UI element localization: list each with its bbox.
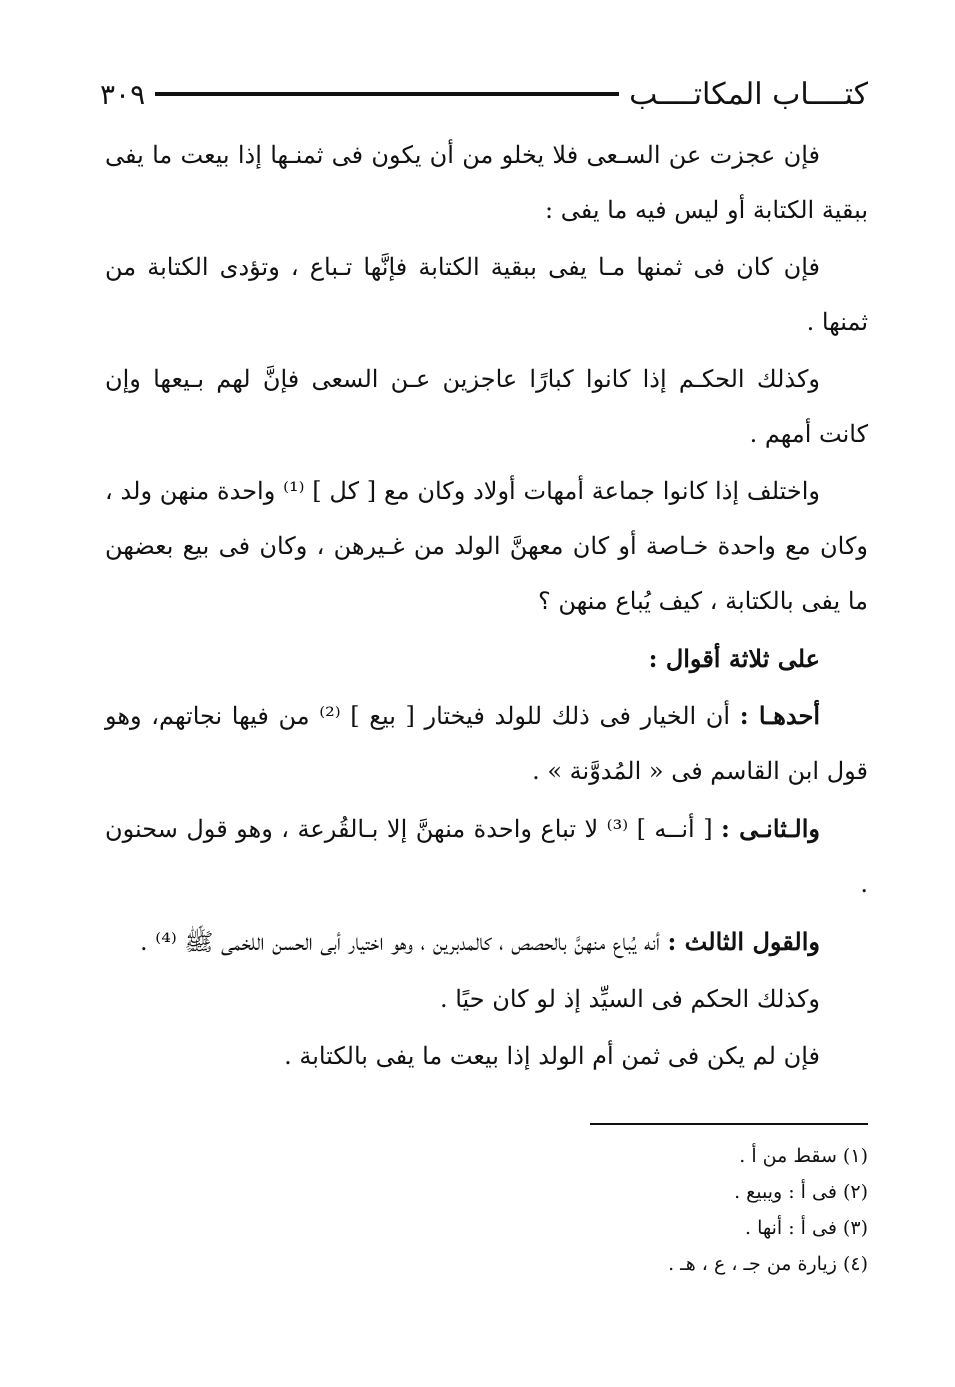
- running-title: كتــــاب المكاتــــب: [629, 76, 868, 112]
- section-heading: على ثلاثة أقوال :: [648, 644, 820, 673]
- opinion-text: [ أنــه ] ⁽³⁾ لا تباع واحدة منهنَّ إلا بـالقُرعة ، وهو قول سحنون .: [105, 815, 868, 898]
- paragraph: واختلف إذا كانوا جماعة أمهات أولاد وكان مع [ كل ] ⁽¹⁾ واحدة منهن ولد ، وكان مع واحدة خـاصة أو كان معهنَّ الولد من غـيرهن ، وكان فى بيع بعضهن ما يفى بالكتابة ، كيف يُباع منهن ؟: [105, 477, 868, 615]
- main-text: [105, 128, 868, 1086]
- paragraph: فإن كان فى ثمنها مـا يفى ببقية الكتابة فإنَّها تـباع ، وتؤدى الكتابة من ثمنها .: [105, 253, 868, 336]
- footnote: (١) سقط من أ .: [739, 1145, 868, 1167]
- running-header: [100, 72, 868, 116]
- opinion-paragraph: [105, 688, 868, 799]
- footnotes: [500, 1138, 868, 1282]
- opinion-text: أنه يُباع منهنَّ بالحصص ، كالمدبرين ، وهو اختيار أبى الحسن اللخمى ﷺ ⁽⁴⁾ .: [140, 928, 668, 956]
- paragraph: فإن عجزت عن السـعى فلا يخلو من أن يكون فى ثمنـها إذا بيعت ما يفى ببقية الكتابة أو ليس فيه ما يفى :: [105, 141, 868, 224]
- opinion-paragraph: [105, 914, 868, 970]
- opinion-label: والـثانـى :: [721, 814, 820, 843]
- opinion-paragraph: [105, 801, 868, 912]
- paragraph: وكذلك الحكم فى السيِّد إذ لو كان حيًا .: [439, 985, 820, 1013]
- page-number: ٣٠٩: [100, 77, 146, 111]
- opinion-label: أحدهـا :: [739, 701, 820, 730]
- opinion-text: أن الخيار فى ذلك للولد فيختار [ بيع ] ⁽²⁾ من فيها نجاتهم، وهو قول ابن القاسم فى « المُدوَّنة » .: [105, 702, 868, 785]
- paragraph: وكذلك الحكـم إذا كانوا كبارًا عاجزين عـن السعى فإنَّ لهم بـيعها وإن كانت أمهم .: [105, 365, 868, 448]
- footnote-separator: [590, 1123, 868, 1125]
- paragraph: فإن لم يكن فى ثمن أم الولد إذا بيعت ما يفى بالكتابة .: [284, 1042, 820, 1070]
- footnote: (٢) فى أ : ويبيع .: [734, 1181, 868, 1203]
- opinion-label: والقول الثالث :: [667, 927, 820, 956]
- header-rule: [155, 92, 619, 96]
- footnote: (٤) زيارة من جـ ، ع ، هـ .: [668, 1253, 868, 1275]
- footnote: (٣) فى أ : أنها .: [744, 1217, 868, 1239]
